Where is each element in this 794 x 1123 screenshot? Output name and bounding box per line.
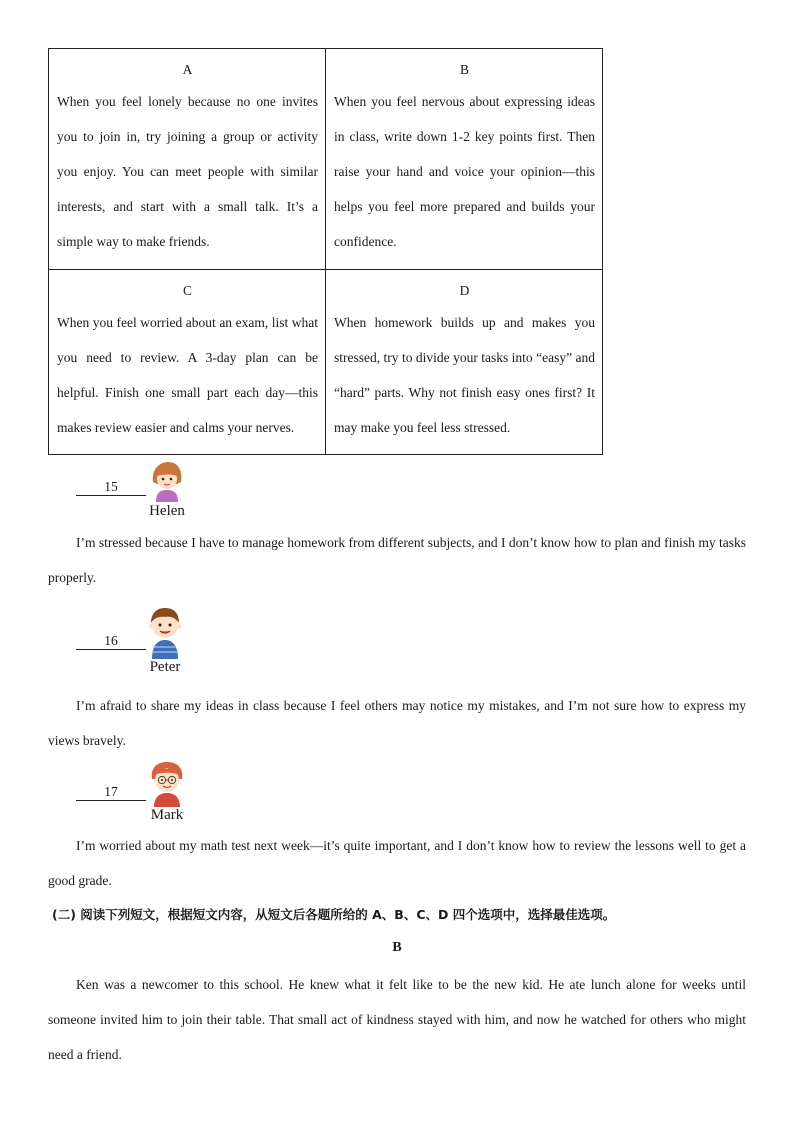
option-text: When homework builds up and makes you stressed, try to divide your tasks into “easy” and “hard” parts. Why not finish easy ones first? It may make you feel less stressed. — [334, 315, 595, 435]
option-b-cell — [326, 49, 603, 270]
question-17 — [76, 783, 146, 801]
student-name-mark: Mark — [150, 807, 184, 823]
question-number: 17 — [104, 784, 118, 799]
option-letter: A — [182, 62, 193, 77]
passage-text: Ken was a newcomer to this school. He knew what it felt like to be the new kid. He ate lunch alone for weeks until someone invited him to join their table. That small act of kindness stayed with him, and now he watched for others who might need a friend. — [48, 977, 746, 1062]
answer-blank-15[interactable] — [76, 479, 146, 496]
answer-blank-17[interactable] — [76, 784, 146, 801]
option-d-cell — [326, 270, 603, 455]
option-text: When you feel lonely because no one invites you to join in, try joining a group or activity you enjoy. You can meet people with similar interests, and start with a small talk. It’s a simple way to make friends. — [57, 94, 318, 249]
option-a-cell — [49, 49, 326, 270]
option-letter: D — [459, 283, 470, 298]
boy-avatar-icon — [145, 607, 185, 659]
question-number: 15 — [104, 479, 118, 494]
boy-glasses-avatar-icon — [146, 761, 188, 807]
question-16 — [76, 632, 146, 650]
options-table — [48, 48, 603, 455]
question-16-text: I’m afraid to share my ideas in class because I feel others may notice my mistakes, and I’m not sure how to express my views bravely. — [48, 698, 746, 748]
option-letter: C — [182, 283, 192, 298]
option-text: When you feel worried about an exam, list what you need to review. A 3-day plan can be helpful. Finish one small part each day—this makes review easier and calms your nerves. — [57, 315, 318, 435]
option-text: When you feel nervous about expressing ideas in class, write down 1-2 key points first. Then raise your hand and voice your opinion—this helps you feel more prepared and builds your confidence. — [334, 94, 595, 249]
section-heading: (二) 阅读下列短文，根据短文内容，从短文后各题所给的 A、B、C、D 四个选项中，选择最佳选项。 — [52, 907, 616, 922]
student-name-helen: Helen — [149, 503, 185, 519]
question-17-text: I’m worried about my math test next week—it’s quite important, and I don’t know how to review the lessons well to get a good grade. — [48, 838, 746, 888]
girl-avatar-icon — [147, 460, 187, 502]
question-15-text: I’m stressed because I have to manage homework from different subjects, and I don’t know how to plan and finish my tasks properly. — [48, 535, 746, 585]
question-number: 16 — [104, 633, 118, 648]
option-letter: B — [459, 62, 469, 77]
answer-blank-16[interactable] — [76, 633, 146, 650]
student-name-peter: Peter — [149, 659, 181, 675]
question-15 — [76, 478, 146, 496]
option-c-cell — [49, 270, 326, 455]
passage-letter: B — [392, 940, 402, 955]
